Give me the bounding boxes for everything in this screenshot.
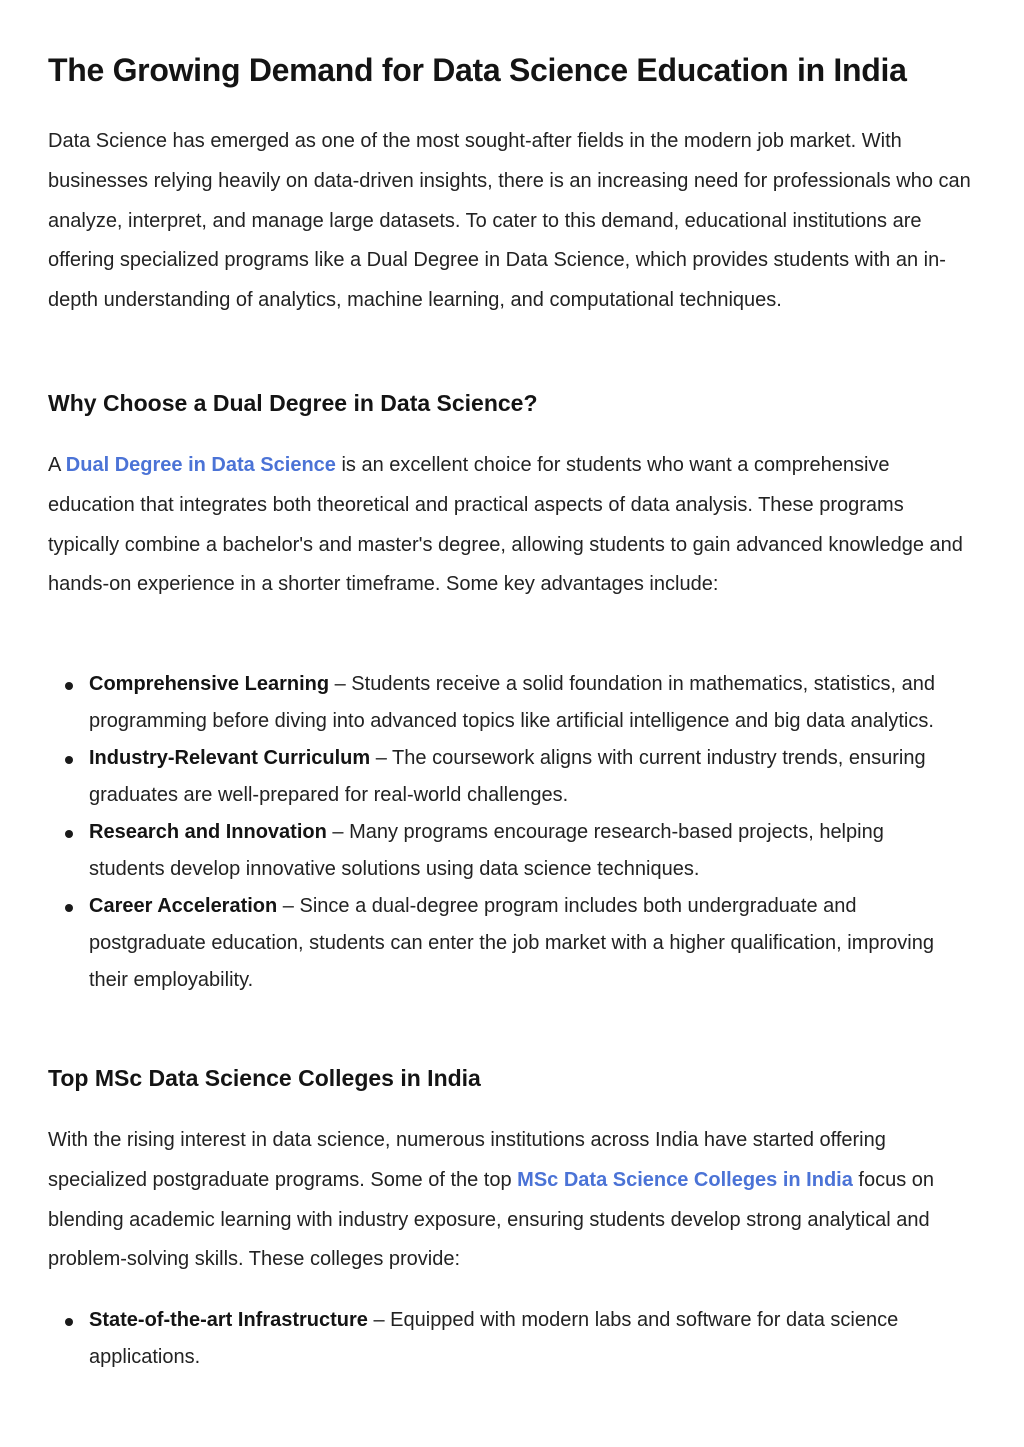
dual-degree-paragraph [48, 446, 978, 605]
msc-colleges-paragraph [48, 1121, 978, 1280]
list-item [48, 740, 948, 814]
list-item-text: – Many programs encourage research-based projects, helping students develop innovative solutions using data science techniques. [89, 821, 884, 880]
list-item [48, 666, 948, 740]
college-features-list [48, 1302, 948, 1376]
list-item [48, 888, 948, 999]
section-heading-msc-colleges: Top MSc Data Science Colleges in India [48, 1065, 481, 1091]
list-item-term: Industry-Relevant Curriculum [89, 747, 371, 769]
page-title: The Growing Demand for Data Science Education in India [48, 52, 907, 88]
paragraph-text: A [48, 454, 66, 476]
list-item-term: State-of-the-art Infrastructure [89, 1309, 368, 1331]
list-item-text: – Students receive a solid foundation in mathematics, statistics, and programming before diving into advanced topics like artificial intelligence and big data analytics. [89, 673, 935, 732]
dual-degree-link[interactable]: Dual Degree in Data Science [65, 454, 336, 476]
list-item-term: Research and Innovation [89, 821, 327, 843]
list-item [48, 1302, 948, 1376]
intro-paragraph: Data Science has emerged as one of the most sought-after fields in the modern job market. With businesses relying heavily on data-driven insights, there is an increasing need for professionals who can analyze, interpret, and manage large datasets. To cater to this demand, educational institutions are offering specialized programs like a Dual Degree in Data Science, which provides students with an in-depth understanding of analytics, machine learning, and computational techniques. [48, 130, 971, 312]
list-item-text: – Equipped with modern labs and software for data science applications. [89, 1309, 899, 1368]
list-item-term: Career Acceleration [89, 895, 278, 917]
list-item-term: Comprehensive Learning [89, 673, 330, 695]
paragraph-text: is an excellent choice for students who want a comprehensive education that integrates both theoretical and practical aspects of data analysis. These programs typically combine a bachelor's and master's degree, allowing students to gain advanced knowledge and hands-on experience in a shorter timeframe. Some key advantages include: [48, 454, 963, 596]
list-item [48, 814, 948, 888]
paragraph-text: focus on blending academic learning with industry exposure, ensuring students develop strong analytical and problem-solving skills. These colleges provide: [48, 1168, 935, 1271]
advantages-list [48, 666, 948, 999]
msc-colleges-link[interactable]: MSc Data Science Colleges in India [517, 1168, 853, 1191]
list-item-text: – The coursework aligns with current industry trends, ensuring graduates are well-prepared for real-world challenges. [89, 747, 926, 806]
paragraph-text: With the rising interest in data science, numerous institutions across India have started offering specialized postgraduate programs. Some of the top [48, 1129, 886, 1191]
section-heading-dual-degree: Why Choose a Dual Degree in Data Science? [48, 390, 538, 416]
list-item-text: – Since a dual-degree program includes both undergraduate and postgraduate education, students can enter the job market with a higher qualification, improving their employability. [89, 895, 934, 991]
